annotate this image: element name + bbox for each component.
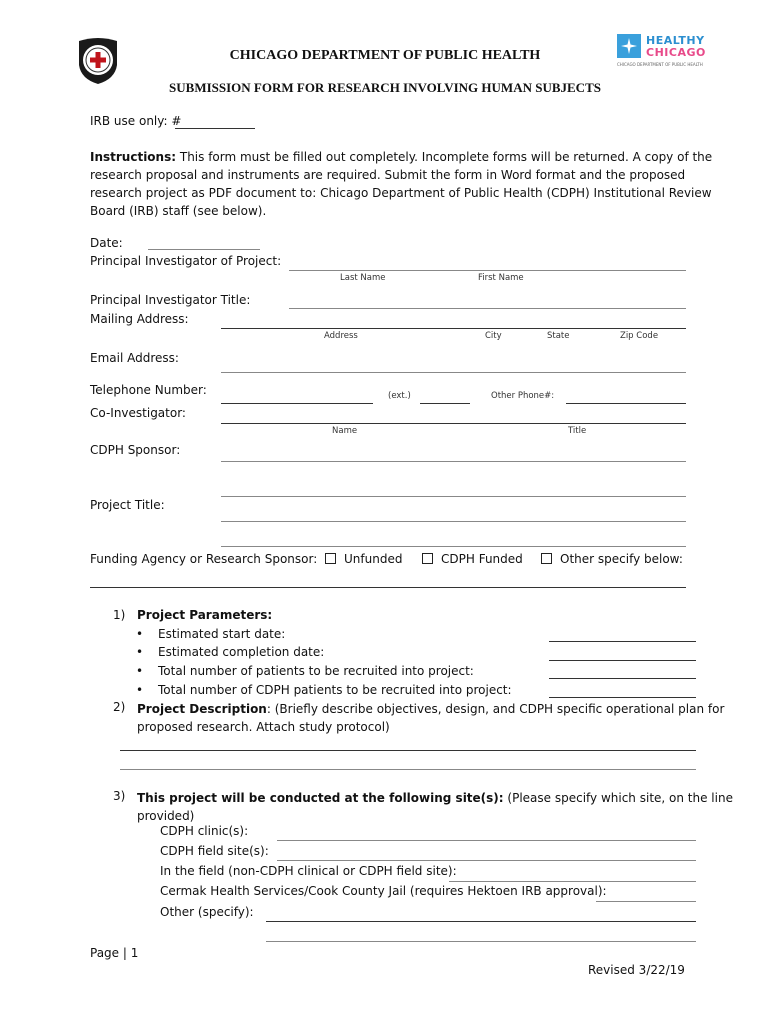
other-phone-label: Other Phone#: [491, 391, 555, 401]
description-field-2[interactable] [120, 769, 696, 770]
last-name-caption: Last Name [340, 273, 386, 283]
section2-text [137, 700, 724, 736]
total-patients-field[interactable] [549, 678, 696, 679]
bullet-icon: • [136, 645, 144, 659]
pi-title-field[interactable] [289, 308, 686, 309]
healthy-chicago-logo [617, 34, 727, 74]
cdph-funded-label: CDPH Funded [441, 552, 523, 566]
cdph-field-site-field[interactable] [277, 860, 696, 861]
section2-line1: : (Briefly describe objectives, design, and CDPH specific operational plan for [266, 702, 725, 716]
other-specify-label: Other specify below: [560, 552, 683, 566]
other-specify-option[interactable] [541, 552, 683, 566]
section3-line1: (Please specify which site, on the line [503, 791, 733, 805]
other-specify-checkbox[interactable] [541, 553, 552, 564]
zip-caption: Zip Code [620, 331, 659, 341]
co-investigator-field[interactable] [221, 423, 686, 424]
project-title-label: Project Title: [90, 498, 165, 512]
section3-number: 3) [113, 789, 126, 803]
section2-number: 2) [113, 700, 126, 714]
total-patients-label: Total number of patients to be recruited into project: [158, 664, 474, 678]
cdph-clinic-label: CDPH clinic(s): [160, 824, 249, 838]
bullet-icon: • [136, 664, 144, 678]
instructions-line2: research proposal and instruments are required. Submit the form in Word format and the proposed [90, 168, 686, 182]
funding-other-field[interactable] [90, 587, 686, 588]
star-icon [617, 34, 641, 58]
ext-field[interactable] [420, 403, 470, 404]
date-field[interactable] [148, 249, 260, 250]
cdph-funded-option[interactable] [422, 552, 523, 566]
state-caption: State [547, 331, 570, 341]
email-field[interactable] [221, 372, 686, 373]
in-the-field-label: In the field (non-CDPH clinical or CDPH field site): [160, 864, 457, 878]
cdph-funded-checkbox[interactable] [422, 553, 433, 564]
in-the-field-field[interactable] [449, 881, 696, 882]
instructions-label: Instructions: [90, 150, 177, 164]
logo-tagline: CHICAGO DEPARTMENT OF PUBLIC HEALTH [617, 62, 703, 67]
unfunded-label: Unfunded [344, 552, 403, 566]
sponsor-field[interactable] [221, 461, 686, 462]
telephone-field[interactable] [221, 403, 373, 404]
unfunded-checkbox[interactable] [325, 553, 336, 564]
section3-line2: provided) [137, 809, 195, 823]
project-title-field-3[interactable] [221, 546, 686, 547]
instructions [90, 148, 712, 220]
pi-label: Principal Investigator of Project: [90, 254, 282, 268]
cermak-label: Cermak Health Services/Cook County Jail (requires Hektoen IRB approval): [160, 884, 607, 898]
email-label: Email Address: [90, 351, 179, 365]
start-date-field[interactable] [549, 641, 696, 642]
mailing-address-field[interactable] [221, 328, 686, 329]
section1-number: 1) [113, 608, 126, 622]
irb-number-field[interactable] [175, 128, 255, 129]
completion-date-label: Estimated completion date: [158, 645, 325, 659]
co-investigator-label: Co-Investigator: [90, 406, 186, 420]
sponsor-label: CDPH Sponsor: [90, 443, 181, 457]
unfunded-option[interactable] [325, 552, 402, 566]
pi-title-label: Principal Investigator Title: [90, 293, 251, 307]
form-subtitle: SUBMISSION FORM FOR RESEARCH INVOLVING HUMAN SUBJECTS [169, 80, 601, 95]
cermak-field[interactable] [596, 901, 696, 902]
other-site-label: Other (specify): [160, 905, 254, 919]
mailing-label: Mailing Address: [90, 312, 189, 326]
date-label: Date: [90, 236, 123, 250]
address-caption: Address [324, 331, 358, 341]
title-caption: Title [568, 426, 587, 436]
section2-heading: Project Description [137, 702, 267, 716]
other-site-field-2[interactable] [266, 941, 696, 942]
cdph-patients-label: Total number of CDPH patients to be recruited into project: [158, 683, 512, 697]
project-title-field-1[interactable] [221, 496, 686, 497]
completion-date-field[interactable] [549, 660, 696, 661]
cdph-field-site-label: CDPH field site(s): [160, 844, 269, 858]
project-title-field-2[interactable] [221, 521, 686, 522]
irb-label: IRB use only: # [90, 114, 182, 128]
funding-label: Funding Agency or Research Sponsor: [90, 552, 318, 566]
instructions-line1: This form must be filled out completely. Incomplete forms will be returned. A copy of the [176, 150, 713, 164]
section3-heading: This project will be conducted at the following site(s): [137, 791, 504, 805]
pi-name-field[interactable] [289, 270, 686, 271]
logo-healthy: HEALTHY [646, 34, 705, 47]
page-number: Page | 1 [90, 946, 139, 960]
city-caption: City [485, 331, 502, 341]
section3-text [137, 789, 733, 825]
other-phone-field[interactable] [566, 403, 686, 404]
bullet-icon: • [136, 627, 144, 641]
name-caption: Name [332, 426, 358, 436]
first-name-caption: First Name [478, 273, 524, 283]
bullet-icon: • [136, 683, 144, 697]
ext-label: (ext.) [388, 391, 411, 401]
cdph-clinic-field[interactable] [277, 840, 696, 841]
section1-heading: Project Parameters: [137, 608, 273, 622]
instructions-line3: research project as PDF document to: Chicago Department of Public Health (CDPH) Institutional Review [90, 186, 712, 200]
start-date-label: Estimated start date: [158, 627, 286, 641]
logo-chicago: CHICAGO [646, 46, 706, 59]
other-site-field-1[interactable] [266, 921, 696, 922]
telephone-label: Telephone Number: [90, 383, 207, 397]
description-field-1[interactable] [120, 750, 696, 751]
section2-line2: proposed research. Attach study protocol) [137, 720, 390, 734]
cdph-patients-field[interactable] [549, 697, 696, 698]
instructions-line4: Board (IRB) staff (see below). [90, 204, 267, 218]
page-title: CHICAGO DEPARTMENT OF PUBLIC HEALTH [229, 48, 541, 63]
revised-date: Revised 3/22/19 [588, 963, 685, 977]
